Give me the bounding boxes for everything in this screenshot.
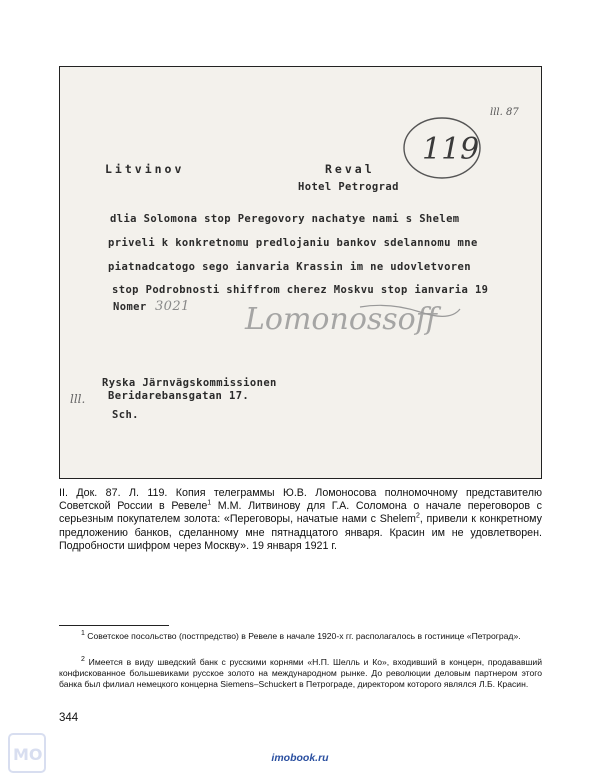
telegram-line: dlia Solomona stop Peregovory nachatye nami s Shelem: [110, 213, 460, 225]
logo-text: MO: [13, 745, 43, 764]
caption-text: II. Док. 87. Л. 119. Копия телеграммы Ю.В. Ломоносова полномочному представителю Советской России в Ревеле: [59, 487, 542, 513]
corner-note: lll. 87: [490, 107, 519, 118]
telegram-line: stop Podrobnosti shiffrom cherez Moskvu stop ianvaria 19: [112, 284, 489, 296]
site-link[interactable]: imobook.ru: [271, 752, 329, 764]
telegram-nomer-value: 3021: [155, 299, 190, 314]
footnote-divider: [59, 625, 169, 626]
telegram-sender-line2: Beridarebansgatan 17.: [108, 390, 250, 402]
telegram-sender-initials: Sch.: [112, 409, 139, 421]
footnote-mark: 1: [81, 630, 85, 638]
figure-caption: [59, 487, 542, 553]
footnote-mark: 2: [81, 656, 85, 664]
footnote-text: Советское посольство (постпредство) в Ревеле в начале 1920-х гг. располагалось в гостинице «Петроград».: [87, 631, 521, 641]
signature: Lomonossoff: [245, 302, 437, 337]
footnote-ref[interactable]: 2: [415, 512, 420, 520]
telegram-nomer-label: Nomer: [113, 301, 147, 313]
telegram-addressee: Litvinov: [105, 162, 185, 176]
telegram-scan: [59, 66, 542, 479]
handwritten-number: 119: [422, 132, 480, 167]
telegram-hotel: Hotel Petrograd: [298, 181, 399, 193]
telegram-line: piatnadcatogo sego ianvaria Krassin im ne udovletvoren: [108, 261, 471, 273]
footnote-2: [59, 657, 542, 691]
telegram-line: priveli k konkretnomu predlojaniu bankov sdelannomu mne: [108, 237, 478, 249]
footnote-text: Имеется в виду шведский банк с русскими корнями «Н.П. Шелль и Ко», входивший в концерн, продававший конфискованное большевиками русское золото на международном рынке. До революции деловым партнером этого банка был филиал немецкого концерна Siemens–Schuckert в Петрограде, директором которого являлся Л.Б. Красин.: [59, 657, 543, 690]
telegram-city: Reval: [325, 162, 375, 176]
footnote-ref[interactable]: 1: [207, 499, 212, 507]
caption-text: , привели к конкретному предложению банков, сделанному мне пятнадцатого января. Красин им не удовлетворен. Подробности шифром через Москву». 19 января 1921 г.: [59, 513, 542, 552]
margin-note: lll.: [70, 392, 86, 406]
telegram-sender-line1: Ryska Järnvägskommissionen: [102, 377, 277, 389]
footnote-1: [59, 631, 542, 642]
caption-text: М.М. Литвинову для Г.А. Соломона о начале переговоров с серьезным покупателем золота: «Переговоры, начатые нами с Shelem: [59, 500, 542, 526]
page-number: 344: [59, 712, 79, 724]
